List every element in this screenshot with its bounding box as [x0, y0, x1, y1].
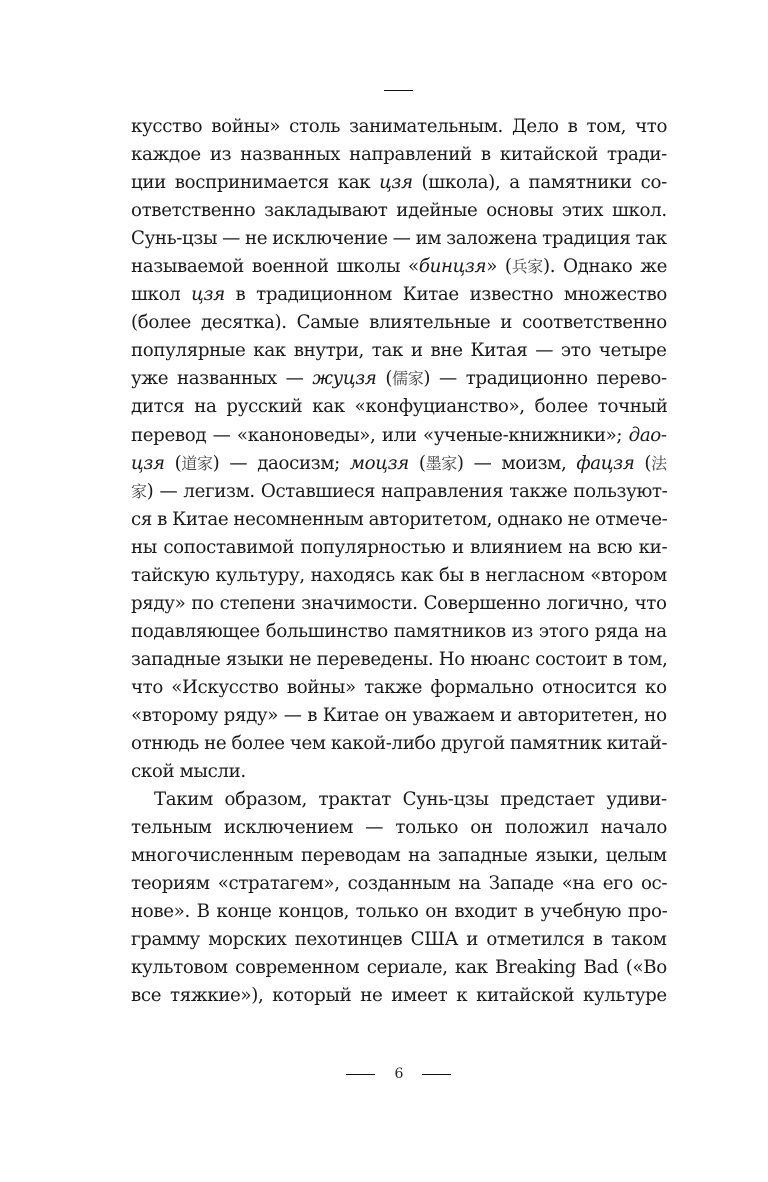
text-line — [131, 702, 667, 730]
text-run: «второму ряду» — в Китае он уважаем и авторитетен, но — [131, 704, 667, 726]
text-run: ряду» по степени значимости. Совершенно логично, что — [131, 592, 667, 614]
chinese-characters: 法 — [651, 453, 667, 473]
text-run: подавляющее большинство памятников из этого ряда на — [131, 620, 667, 642]
text-line — [131, 113, 667, 141]
chinese-characters: 家 — [131, 481, 147, 501]
paragraph — [131, 786, 667, 1010]
text-run: ответственно закладывают идейные основы этих школ. — [131, 200, 667, 222]
text-run: Таким образом, трактат Сунь-цзы предстает удиви- — [154, 789, 667, 811]
text-run: ) — легизм. Оставшиеся направления также пользуют- — [146, 480, 668, 502]
text-run: ся в Китае несомненным авторитетом, однако не отмече- — [131, 508, 668, 530]
text-run: тельным исключением — только он положил начало — [131, 817, 667, 839]
text-run: ) — моизм, — [456, 452, 577, 474]
text-run: ской мысли. — [131, 761, 246, 783]
text-run: что «Искусство войны» также формально относится ко — [131, 676, 667, 698]
header-rule — [384, 90, 413, 91]
text-run: нове». В конце концов, только он входит в учебную про- — [131, 901, 668, 923]
text-line — [131, 365, 667, 393]
text-run: Сунь-цзы — не исключение — им заложена традиция так — [131, 228, 667, 250]
page-number: 6 — [394, 1066, 404, 1082]
text-line — [131, 141, 667, 169]
text-line — [131, 309, 667, 337]
text-line — [131, 758, 667, 786]
text-line — [131, 870, 667, 898]
text-run: в традиционном Китае известно множество — [224, 284, 667, 306]
text-line — [131, 225, 667, 253]
text-line — [131, 562, 667, 590]
text-run: западные языки не переведены. Но нюанс состоит в том, — [131, 648, 668, 670]
italic-term: цзя — [379, 172, 413, 194]
chinese-characters: 道家 — [181, 453, 213, 473]
italic-term: фацзя — [576, 452, 635, 474]
text-line — [131, 898, 667, 926]
text-run: перевод — «каноноведы», или «ученые-книжники»; — [131, 424, 629, 446]
text-line — [131, 842, 667, 870]
text-run: ( — [634, 452, 652, 474]
text-run: школ — [131, 284, 192, 306]
text-line — [131, 982, 667, 1010]
text-run: грамму морских пехотинцев США и отметился в таком — [131, 929, 667, 951]
text-run: культовом современном сериале, как Breaking Bad («Во — [131, 957, 667, 979]
text-run: все тяжкие»), который не имеет к китайской культуре — [131, 985, 667, 1007]
footer-rule-right — [422, 1074, 451, 1075]
text-run: называемой военной школы « — [131, 256, 419, 278]
text-run: многочисленным переводам на западные языки, целым — [131, 845, 667, 867]
text-run: дится на русский как «конфуцианство», более точный — [131, 396, 668, 418]
text-line — [131, 954, 667, 982]
italic-term: жуцзя — [312, 368, 377, 390]
text-line — [131, 786, 667, 814]
text-run: уже названных — — [131, 368, 313, 390]
text-run: ( — [408, 452, 426, 474]
text-run: кусство войны» столь занимательным. Дело в том, что — [131, 116, 668, 137]
chinese-characters: 兵家 — [511, 257, 543, 277]
text-line — [131, 337, 667, 365]
text-line — [131, 422, 667, 450]
text-line — [131, 534, 667, 562]
text-line — [131, 926, 667, 954]
text-line — [131, 478, 667, 506]
italic-term: моцзя — [349, 452, 409, 474]
text-run: каждое из названных направлений в китайской тради- — [131, 144, 667, 166]
text-line — [131, 197, 667, 225]
text-line — [131, 393, 667, 421]
text-line — [131, 674, 667, 702]
text-run: ). Однако же — [542, 256, 668, 278]
italic-term: цзя — [131, 452, 165, 474]
text-line — [131, 450, 667, 478]
italic-term: дао- — [628, 424, 667, 446]
paragraph — [131, 113, 667, 786]
text-line — [131, 730, 667, 758]
text-line — [131, 506, 667, 534]
italic-term: бинцзя — [418, 256, 487, 278]
text-run: ( — [376, 368, 393, 390]
text-run: (школа), а памятники со- — [412, 172, 667, 194]
text-run: ции воспринимается как — [131, 172, 380, 194]
text-run: ) — традиционно перево- — [423, 368, 667, 390]
text-run: отнюдь не более чем какой-либо другой памятник китай- — [131, 733, 668, 755]
page-footer — [0, 1063, 768, 1087]
text-line — [131, 281, 667, 309]
text-run: » ( — [486, 256, 512, 278]
text-run: ) — даосизм; — [212, 452, 350, 474]
body-text — [131, 113, 667, 1011]
text-line — [131, 253, 667, 281]
text-run: популярные как внутри, так и вне Китая — это четыре — [131, 340, 667, 362]
text-run: (более десятка). Самые влиятельные и соответственно — [131, 312, 667, 334]
text-line — [131, 169, 667, 197]
italic-term: цзя — [191, 284, 225, 306]
chinese-characters: 墨家 — [425, 453, 457, 473]
text-run: ны сопоставимой популярностью и влиянием на всю ки- — [131, 536, 668, 558]
text-run: теориям «стратагем», созданным на Западе «на его ос- — [131, 873, 668, 895]
footer-rule-left — [346, 1074, 375, 1075]
text-line — [131, 618, 667, 646]
chinese-characters: 儒家 — [392, 369, 424, 389]
text-line — [131, 590, 667, 618]
text-line — [131, 814, 667, 842]
text-run: ( — [164, 452, 182, 474]
text-run: тайскую культуру, находясь как бы в негласном «втором — [131, 564, 667, 586]
text-line — [131, 646, 667, 674]
